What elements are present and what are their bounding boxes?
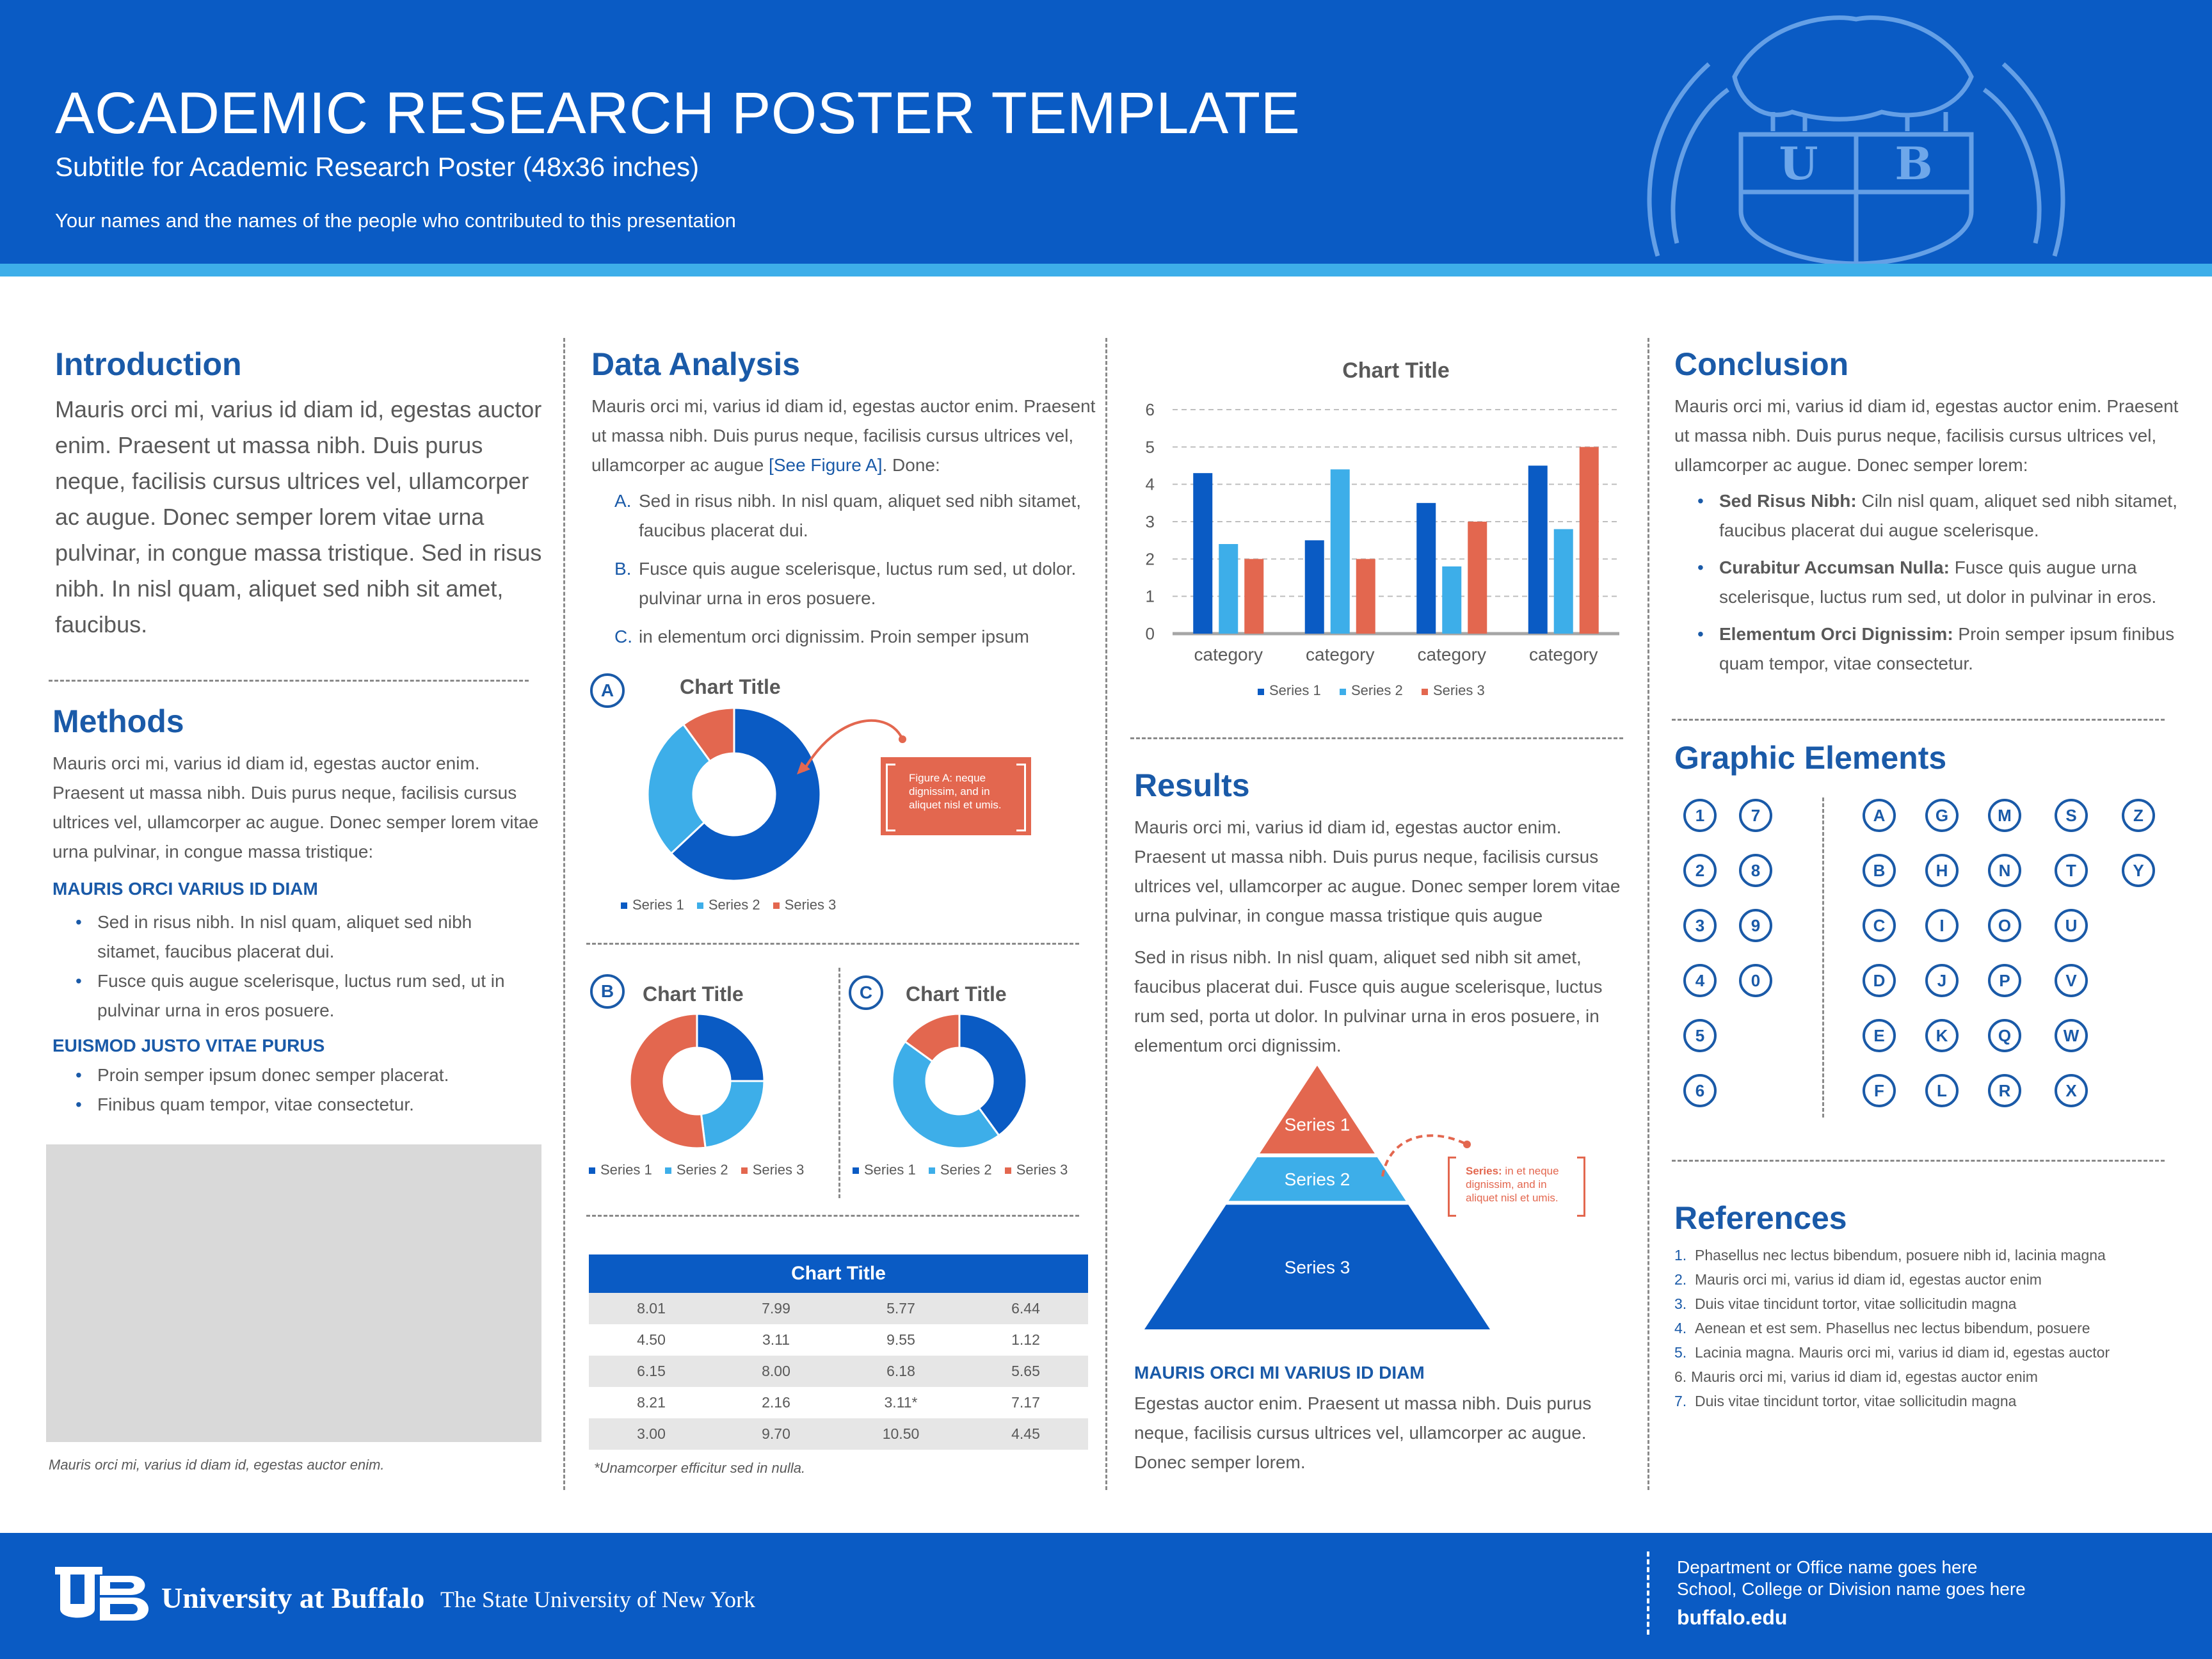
list-marker: A. — [614, 491, 632, 511]
table-cell: 9.55 — [886, 1331, 915, 1348]
glyph-icon-j: J — [1925, 964, 1959, 997]
glyph-icon-g: G — [1925, 799, 1959, 832]
table-cell: 7.17 — [1011, 1394, 1040, 1411]
list-item — [591, 486, 1097, 545]
chart-a-legend — [612, 897, 836, 913]
table-cell: 5.77 — [838, 1293, 963, 1324]
table-cell: 1.12 — [1011, 1331, 1040, 1348]
pyramid-note-body: in et neque dignissim, and in aliquet nisl et umis. — [1466, 1165, 1559, 1204]
donut-slice — [630, 1014, 705, 1148]
list-item: • Proin semper ipsum donec semper placerat. — [52, 1061, 539, 1090]
legend-label: Series 1 — [632, 897, 684, 913]
table-row — [589, 1387, 1088, 1418]
legend-swatch — [1005, 1167, 1011, 1174]
bar — [1305, 540, 1324, 634]
reference-number: 4. — [1674, 1320, 1687, 1336]
chart-b-title: Chart Title — [643, 982, 744, 1006]
table-title: Chart Title — [589, 1254, 1088, 1293]
table-cell: 6.18 — [838, 1356, 963, 1387]
legend-swatch — [665, 1167, 671, 1174]
university-name: University at Buffalo — [161, 1582, 425, 1614]
donut-slice — [701, 1081, 764, 1148]
bar-chart — [1126, 346, 1632, 717]
glyph-icon-n: N — [1988, 854, 2021, 887]
list-item-text: in elementum orci dignissim. Proin semper ipsum — [639, 627, 1029, 646]
list-item — [1674, 553, 2186, 612]
pyramid-level-label: Series 1 — [1284, 1114, 1350, 1135]
glyph-icon-1: 1 — [1683, 799, 1717, 832]
reference-text: Duis vitae tincidunt tortor, vitae sollicitudin magna — [1695, 1393, 2017, 1409]
legend-label: Series 3 — [752, 1162, 805, 1178]
methods-subhead-1: MAURIS ORCI VARIUS ID DIAM — [52, 879, 318, 899]
table-cell: 4.45 — [963, 1418, 1088, 1450]
glyph-icon-p: P — [1988, 964, 2021, 997]
glyph-icon-7: 7 — [1739, 799, 1772, 832]
table-cell: 8.21 — [637, 1394, 666, 1411]
x-tick-label: category — [1529, 645, 1598, 664]
results-text-1: Mauris orci mi, varius id diam id, egestas auctor enim. Praesent ut massa nibh. Duis purus neque, facilisis cursus ultrices vel, ullamcorper ac augue. Donec semper lorem vitae urna pulvinar, in congue massa tristique quis augue — [1134, 817, 1621, 926]
pyramid-note — [1448, 1157, 1585, 1215]
table-cell: 10.50 — [838, 1418, 963, 1450]
reference-item — [1674, 1340, 2186, 1365]
legend-swatch — [589, 1167, 595, 1174]
list-item: • Fusce quis augue scelerisque, luctus rum sed, ut in pulvinar urna in eros posuere. — [52, 966, 513, 1025]
donut-chart-c — [891, 1013, 1028, 1150]
glyph-icon-0: 0 — [1739, 964, 1772, 997]
list-item — [591, 622, 1097, 652]
footer-divider — [1647, 1551, 1649, 1635]
chart-c-label: C — [849, 975, 883, 1010]
table-cell: 3.00 — [589, 1418, 714, 1450]
poster-subtitle: Subtitle for Academic Research Poster (48x36 inches) — [55, 152, 700, 182]
legend-label: Series 2 — [940, 1162, 992, 1178]
glyph-icon-r: R — [1988, 1074, 2021, 1107]
legend-swatch — [1340, 689, 1346, 695]
glyph-icon-k: K — [1925, 1019, 1959, 1052]
conclusion-heading: Conclusion — [1674, 346, 1849, 382]
legend-swatch — [1258, 689, 1264, 695]
column-divider — [563, 338, 565, 1490]
glyph-icon-5: 5 — [1683, 1019, 1717, 1052]
glyph-icon-t: T — [2055, 854, 2088, 887]
chart-divider — [838, 968, 840, 1198]
reference-number: 2. — [1674, 1271, 1687, 1288]
legend-swatch — [741, 1167, 748, 1174]
y-tick-label: 0 — [1145, 624, 1155, 643]
reference-number: 7. — [1674, 1393, 1687, 1409]
glyph-icon-b: B — [1863, 854, 1896, 887]
glyph-icon-s: S — [2055, 799, 2088, 832]
ub-logo-icon — [55, 1567, 157, 1624]
glyph-icon-q: Q — [1988, 1019, 2021, 1052]
table-row — [589, 1356, 1088, 1387]
methods-bullets-2 — [52, 1061, 539, 1119]
y-tick-label: 4 — [1145, 474, 1155, 494]
bar — [1356, 559, 1375, 634]
pyramid-level-label: Series 2 — [1284, 1169, 1350, 1190]
data-analysis-heading: Data Analysis — [591, 346, 801, 382]
bracket-right — [1016, 764, 1026, 831]
header-stripe — [0, 264, 2212, 276]
glyph-icon-m: M — [1988, 799, 2021, 832]
bar — [1193, 473, 1212, 634]
bracket-left — [886, 764, 895, 831]
methods-heading: Methods — [52, 703, 184, 739]
chart-c-legend — [844, 1162, 1068, 1178]
table-cell: 8.01 — [589, 1293, 714, 1324]
y-tick-label: 6 — [1145, 400, 1155, 419]
table-cell: 9.70 — [714, 1418, 838, 1450]
chart-c-title: Chart Title — [906, 982, 1007, 1006]
legend-label: Series 2 — [708, 897, 760, 913]
pyramid-level — [1260, 1066, 1375, 1153]
reference-number: 1. — [1674, 1247, 1687, 1263]
pyramid-diagram — [1139, 1066, 1498, 1334]
section-divider — [1672, 719, 2165, 721]
poster-authors: Your names and the names of the people who contributed to this presentation — [55, 209, 736, 232]
reference-number: 6. — [1674, 1368, 1687, 1385]
conclusion-bullets — [1674, 486, 2186, 678]
list-item — [1674, 620, 2186, 678]
reference-text: Aenean et est sem. Phasellus nec lectus bibendum, posuere — [1695, 1320, 2090, 1336]
graphic-elements-heading: Graphic Elements — [1674, 740, 1947, 776]
bar — [1416, 503, 1436, 634]
methods-bullets-1 — [52, 908, 513, 1025]
bar — [1554, 529, 1573, 634]
introduction-heading: Introduction — [55, 346, 242, 382]
image-caption: Mauris orci mi, varius id diam id, egestas auctor enim. — [49, 1457, 385, 1473]
bar — [1580, 447, 1599, 634]
list-item — [1674, 486, 2186, 545]
school-name: School, College or Division name goes here — [1677, 1579, 2026, 1599]
section-divider — [586, 943, 1079, 945]
glyph-icon-x: X — [2055, 1074, 2088, 1107]
bullet-bold: Sed Risus Nibh: — [1719, 491, 1857, 511]
legend-swatch — [1422, 689, 1428, 695]
glyph-icon-z: Z — [2122, 799, 2155, 832]
suny-name: The State University of New York — [440, 1587, 755, 1612]
table-row — [589, 1324, 1088, 1356]
legend-label: Series 1 — [864, 1162, 916, 1178]
data-analysis-text-part: . Done: — [882, 455, 940, 475]
chart-b-legend — [580, 1162, 804, 1178]
bar-chart-title: Chart Title — [1342, 358, 1450, 383]
glyph-icon-2: 2 — [1683, 854, 1717, 887]
table-cell: 4.50 — [637, 1331, 666, 1348]
reference-item — [1674, 1292, 2186, 1316]
glyph-icon-c: C — [1863, 909, 1896, 942]
reference-number: 3. — [1674, 1295, 1687, 1312]
table-cell: 3.11 — [762, 1331, 790, 1348]
table-row — [589, 1293, 1088, 1324]
reference-text: Mauris orci mi, varius id diam id, egestas auctor enim — [1695, 1271, 2042, 1288]
x-tick-label: category — [1417, 645, 1486, 664]
list-item-text: Sed in risus nibh. In nisl quam, aliquet sed nibh sitamet, faucibus placerat dui. — [639, 491, 1082, 540]
glyph-icon-d: D — [1863, 964, 1896, 997]
glyph-icon-i: I — [1925, 909, 1959, 942]
bar — [1442, 566, 1461, 634]
column-divider — [1647, 338, 1649, 1490]
reference-text: Lacinia magna. Mauris orci mi, varius id diam id, egestas auctor — [1695, 1344, 2110, 1361]
reference-item — [1674, 1316, 2186, 1340]
bracket-left — [1448, 1157, 1456, 1217]
glyph-icon-w: W — [2055, 1019, 2088, 1052]
results-text-2: Sed in risus nibh. In nisl quam, aliquet sed nibh sit amet, faucibus placerat dui. Fusce quis augue scelerisque, luctus rum sed, porta ut dolor. In pulvinar urna in eros posuere, in elementum orci dignissim. — [1134, 947, 1603, 1055]
section-divider — [1130, 737, 1623, 739]
data-analysis-text — [591, 392, 1097, 480]
poster-title: ACADEMIC RESEARCH POSTER TEMPLATE — [55, 81, 1301, 146]
table-row — [589, 1418, 1088, 1450]
data-analysis-text-part: Mauris orci mi, varius id diam id, egestas auctor enim. Praesent ut massa nibh. Duis purus neque, facilisis cursus ultrices vel, ullamcorper ac augue — [591, 396, 1096, 475]
conclusion-text: Mauris orci mi, varius id diam id, egestas auctor enim. Praesent ut massa nibh. Duis purus neque, facilisis cursus ultrices vel, ullamcorper ac augue. Donec semper lorem: — [1674, 396, 2179, 475]
table-cell: 5.65 — [963, 1356, 1088, 1387]
data-table — [589, 1254, 1088, 1450]
x-tick-label: category — [1306, 645, 1375, 664]
section-divider — [49, 680, 529, 682]
table-cell: 3.11* — [884, 1394, 918, 1411]
legend-label: Series 1 — [600, 1162, 652, 1178]
legend-label: Series 1 — [1269, 682, 1321, 698]
glyph-icon-o: O — [1988, 909, 2021, 942]
glyph-divider — [1822, 797, 1824, 1118]
y-tick-label: 5 — [1145, 437, 1155, 457]
svg-text:B: B — [1895, 137, 1933, 190]
reference-item — [1674, 1389, 2186, 1413]
results-subhead: MAURIS ORCI MI VARIUS ID DIAM — [1134, 1363, 1425, 1382]
glyph-icon-6: 6 — [1683, 1074, 1717, 1107]
reference-text: Phasellus nec lectus bibendum, posuere nibh id, lacinia magna — [1695, 1247, 2106, 1263]
table-note: *Unamcorper efficitur sed in nulla. — [594, 1460, 806, 1476]
list-marker: B. — [614, 559, 632, 579]
list-item — [591, 554, 1097, 613]
legend-swatch — [621, 902, 627, 909]
table-cell: 6.44 — [963, 1293, 1088, 1324]
references-heading: References — [1674, 1200, 1847, 1236]
image-placeholder — [46, 1144, 541, 1442]
bullet-bold: Elementum Orci Dignissim: — [1719, 624, 1953, 644]
bracket-right — [1577, 1157, 1585, 1217]
website-link[interactable]: buffalo.edu — [1677, 1606, 1788, 1629]
methods-text: Mauris orci mi, varius id diam id, egestas auctor enim. Praesent ut massa nibh. Duis purus neque, facilisis cursus ultrices vel, ullamcorper ac augue. Donec semper lorem vitae urna pulvinar, in congue massa tristique: — [52, 753, 539, 862]
bar — [1468, 522, 1487, 634]
bar — [1528, 466, 1548, 634]
legend-swatch — [853, 1167, 859, 1174]
legend-label: Series 3 — [1016, 1162, 1068, 1178]
glyph-icon-h: H — [1925, 854, 1959, 887]
results-heading: Results — [1134, 767, 1250, 803]
glyph-icon-u: U — [2055, 909, 2088, 942]
bar — [1331, 469, 1350, 634]
legend-label: Series 2 — [676, 1162, 728, 1178]
table-cell: 2.16 — [762, 1394, 790, 1411]
university-crest-watermark — [1613, 0, 2099, 264]
pyramid-level-label: Series 3 — [1284, 1257, 1350, 1278]
methods-subhead-2: EUISMOD JUSTO VITAE PURUS — [52, 1036, 325, 1055]
bar — [1219, 544, 1238, 634]
list-item: • Sed in risus nibh. In nisl quam, aliquet sed nibh sitamet, faucibus placerat dui. — [52, 908, 513, 966]
glyph-icon-f: F — [1863, 1074, 1896, 1107]
introduction-text: Mauris orci mi, varius id diam id, egestas auctor enim. Praesent ut massa nibh. Duis purus neque, facilisis cursus ultrices vel, ullamcorper ac augue. Donec semper lorem vitae urna pulvinar, in congue massa tristique. Sed in risus nibh. In nisl quam, aliquet sed nibh sit amet, faucibus. — [55, 396, 542, 637]
reference-item — [1674, 1267, 2186, 1292]
bullet-text: Ciln nisl quam, aliquet sed nibh sitamet, faucibus placerat dui augue scelerisque. — [1719, 491, 2177, 540]
chart-a-title: Chart Title — [680, 675, 781, 698]
bullet-bold: Curabitur Accumsan Nulla: — [1719, 557, 1950, 577]
bullet-text: Fusce quis augue urna scelerisque, luctus rum sed, ut dolor in pulvinar in eros. — [1719, 557, 2157, 607]
glyph-icon-l: L — [1925, 1074, 1959, 1107]
department-name: Department or Office name goes here — [1677, 1557, 1978, 1577]
table-cell: 7.99 — [714, 1293, 838, 1324]
pyramid-note-bold: Series: — [1466, 1165, 1502, 1177]
table-cell: 6.15 — [589, 1356, 714, 1387]
donut-slice — [697, 1014, 764, 1081]
y-tick-label: 1 — [1145, 586, 1155, 606]
y-tick-label: 3 — [1145, 512, 1155, 531]
bullet-text: Proin semper ipsum finibus quam tempor, vitae consectetur. — [1719, 624, 2175, 673]
bar — [1244, 559, 1263, 634]
table-cell: 8.00 — [714, 1356, 838, 1387]
section-divider — [586, 1215, 1079, 1217]
reference-number: 5. — [1674, 1344, 1687, 1361]
chart-b-label: B — [590, 974, 625, 1009]
legend-label: Series 3 — [1433, 682, 1485, 698]
section-divider — [1672, 1160, 2165, 1162]
legend-swatch — [929, 1167, 935, 1174]
references-list — [1674, 1243, 2186, 1413]
glyph-icon-e: E — [1863, 1019, 1896, 1052]
x-tick-label: category — [1194, 645, 1263, 664]
legend-swatch — [773, 902, 780, 909]
figure-a-link[interactable]: [See Figure A] — [769, 455, 883, 475]
data-analysis-list — [591, 486, 1097, 661]
glyph-icon-4: 4 — [1683, 964, 1717, 997]
reference-text: Mauris orci mi, varius id diam id, egestas auctor enim — [1691, 1368, 2038, 1385]
glyph-icon-a: A — [1863, 799, 1896, 832]
figure-a-note-text: Figure A: neque dignissim, and in aliquet nisl et umis. — [909, 772, 1002, 811]
list-item-text: Fusce quis augue scelerisque, luctus rum sed, ut dolor. pulvinar urna in eros posuere. — [639, 559, 1077, 608]
glyph-icon-9: 9 — [1739, 909, 1772, 942]
chart-a-label: A — [590, 673, 625, 708]
list-item: • Finibus quam tempor, vitae consectetur. — [52, 1090, 539, 1119]
legend-label: Series 3 — [784, 897, 837, 913]
legend-label: Series 2 — [1351, 682, 1403, 698]
list-marker: C. — [614, 627, 632, 646]
legend-swatch — [697, 902, 703, 909]
column-divider — [1105, 338, 1107, 1490]
reference-text: Duis vitae tincidunt tortor, vitae sollicitudin magna — [1695, 1295, 2017, 1312]
pyramid-note-text — [1466, 1164, 1575, 1205]
graphic-elements-grid — [1683, 799, 2157, 1119]
donut-chart-b — [629, 1013, 765, 1150]
glyph-icon-v: V — [2055, 964, 2088, 997]
reference-item — [1674, 1365, 2186, 1389]
y-tick-label: 2 — [1145, 549, 1155, 569]
figure-a-note — [881, 757, 1031, 835]
glyph-icon-8: 8 — [1739, 854, 1772, 887]
svg-text:U: U — [1779, 137, 1818, 190]
reference-item — [1674, 1243, 2186, 1267]
glyph-icon-y: Y — [2122, 854, 2155, 887]
glyph-icon-3: 3 — [1683, 909, 1717, 942]
results-text-3: Egestas auctor enim. Praesent ut massa nibh. Duis purus neque, facilisis cursus ultrices vel, ullamcorper ac augue. Donec semper lorem. — [1134, 1393, 1592, 1472]
